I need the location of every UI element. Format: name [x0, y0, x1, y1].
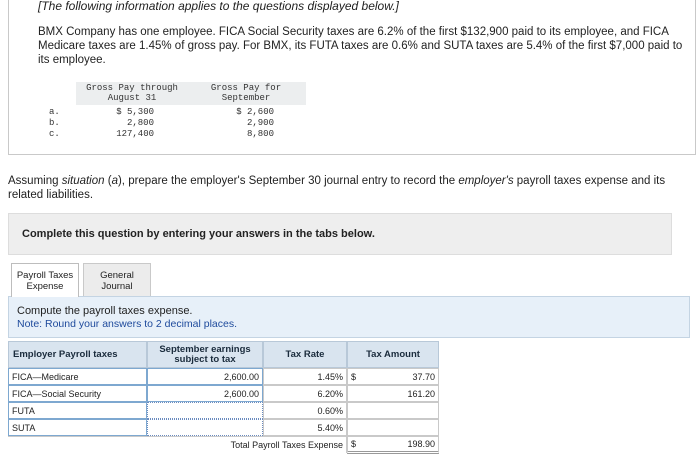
situation-text-part: payroll taxes expense and its related liabilities.	[8, 175, 666, 201]
header-tax-rate: Tax Rate	[263, 341, 347, 368]
gross-row-letter: b.	[49, 118, 60, 128]
earnings-input[interactable]	[147, 419, 263, 436]
instruction-panel	[8, 296, 690, 338]
info-header: [The following information applies to the questions displayed below.]	[38, 0, 399, 13]
gross-row-september: $ 2,600	[236, 107, 274, 117]
situation-text-part: ), prepare the employer's September 30 journal entry to record the	[117, 175, 459, 187]
tax-rate-value: 6.20%	[263, 385, 347, 402]
tax-rate-value: 1.45%	[263, 368, 347, 385]
gross-september-header-line1: Gross Pay for	[210, 83, 282, 93]
instruction-text: Compute the payroll taxes expense.	[17, 305, 193, 317]
tax-name-input[interactable]: FUTA	[8, 402, 147, 419]
gross-september-header	[196, 83, 296, 103]
tax-amount-cell	[347, 402, 439, 419]
gross-through-august-header-line2: August 31	[107, 93, 157, 103]
tab-label-line2: Journal	[101, 281, 133, 292]
total-amount-cell	[347, 436, 439, 454]
currency-symbol: $	[351, 439, 357, 449]
earnings-input[interactable]: 2,600.00	[147, 368, 263, 385]
tab-label-line1: Payroll Taxes	[16, 270, 74, 281]
tax-rate-value: 5.40%	[263, 419, 347, 436]
header-tax-amount: Tax Amount	[347, 341, 439, 368]
tax-amount-value: 161.20	[407, 388, 435, 399]
gross-september-header-line2: September	[221, 93, 271, 103]
gross-row-letter: c.	[49, 129, 60, 139]
tax-amount-cell	[347, 419, 439, 436]
header-september-earnings	[147, 341, 263, 368]
situation-text-italic: situation	[61, 175, 105, 187]
situation-text-part: Assuming	[8, 175, 62, 187]
gross-through-august-header-line1: Gross Pay through	[86, 83, 178, 93]
info-paragraph: BMX Company has one employee. FICA Social Security taxes are 6.2% of the first $132,900 paid to its employee, and FICA Medicare taxes are 1.45% of gross pay. For BMX, its FUTA taxes are 0.6% and SUTA taxes are 5.4% of the first $7,000 paid to its employee.	[38, 26, 683, 66]
header-september-earnings-line2: subject to tax	[174, 353, 236, 365]
gross-row-through-august: 127,400	[116, 129, 154, 139]
header-employer-payroll-taxes: Employer Payroll taxes	[8, 341, 147, 368]
gross-row-september: 8,800	[246, 129, 274, 139]
tab-payroll-taxes-expense[interactable]	[11, 263, 79, 297]
gross-through-august-header	[78, 83, 186, 103]
tax-name-input[interactable]: FICA—Medicare	[8, 368, 147, 385]
situation-text-italic: employer's	[458, 175, 514, 187]
tab-label-line1: General	[100, 270, 134, 281]
total-label: Total Payroll Taxes Expense	[8, 436, 347, 453]
tax-name-input[interactable]: SUTA	[8, 419, 147, 436]
rounding-note: Note: Round your answers to 2 decimal places.	[17, 318, 238, 330]
tab-label-line2: Expense	[26, 281, 64, 292]
header-september-earnings-line1: September earnings	[159, 343, 251, 355]
tab-general-journal[interactable]	[83, 263, 151, 297]
situation-text-italic: a	[111, 175, 118, 187]
complete-banner-text: Complete this question by entering your answers in the tabs below.	[22, 228, 375, 240]
gross-row-letter: a.	[49, 107, 60, 117]
tax-rate-value: 0.60%	[263, 402, 347, 419]
tax-amount-cell	[347, 368, 439, 385]
tax-amount-value: 37.70	[412, 371, 435, 382]
tax-amount-cell	[347, 385, 439, 402]
gross-row-september: 2,900	[246, 118, 274, 128]
situation-text-part: (	[104, 175, 112, 187]
total-amount-value: 198.90	[407, 439, 435, 449]
tax-name-input[interactable]: FICA—Social Security	[8, 385, 147, 402]
earnings-input[interactable]: 2,600.00	[147, 385, 263, 402]
situation-text	[8, 174, 693, 202]
earnings-input[interactable]	[147, 402, 263, 419]
gross-row-through-august: 2,800	[126, 118, 154, 128]
gross-row-through-august: $ 5,300	[116, 107, 154, 117]
currency-symbol: $	[351, 371, 357, 382]
